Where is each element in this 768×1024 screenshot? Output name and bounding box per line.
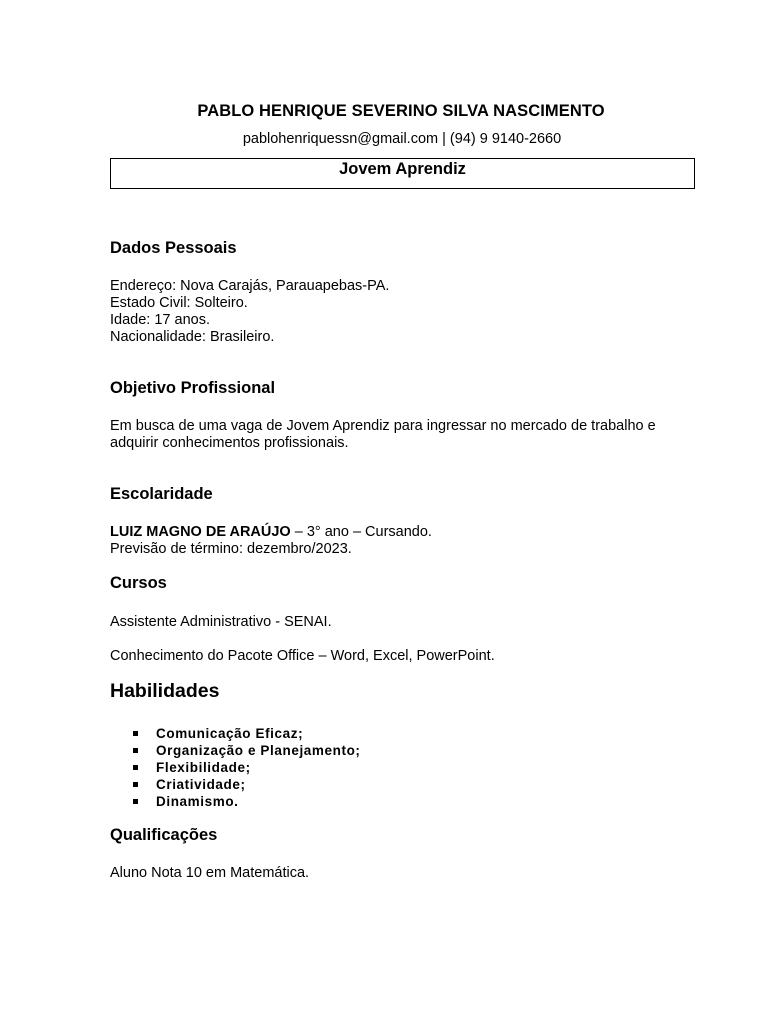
role-box (110, 158, 695, 189)
square-bullet-icon (133, 799, 138, 804)
role-title: Jovem Aprendiz (339, 160, 466, 178)
personal-address: Endereço: Nova Carajás, Parauapebas-PA. (110, 278, 390, 294)
skill-item (130, 776, 361, 793)
section-title-escolaridade: Escolaridade (110, 485, 213, 503)
qualification-item: Aluno Nota 10 em Matemática. (110, 865, 310, 881)
objective-line-1: Em busca de uma vaga de Jovem Aprendiz para ingressar no mercado de trabalho e (110, 418, 656, 434)
square-bullet-icon (133, 782, 138, 787)
skill-label: Dinamismo. (156, 794, 239, 809)
section-title-cursos: Cursos (110, 574, 167, 592)
section-title-dados-pessoais: Dados Pessoais (110, 239, 237, 257)
square-bullet-icon (133, 748, 138, 753)
section-title-habilidades: Habilidades (110, 680, 220, 702)
skill-item (130, 742, 361, 759)
course-item: Conhecimento do Pacote Office – Word, Excel, PowerPoint. (110, 648, 495, 664)
skill-item (130, 793, 361, 810)
objective-line-2: adquirir conhecimentos profissionais. (110, 435, 349, 451)
skill-item (130, 725, 361, 742)
skill-item (130, 759, 361, 776)
skills-list (130, 725, 361, 810)
skill-label: Criatividade; (156, 777, 246, 792)
school-name: LUIZ MAGNO DE ARAÚJO (110, 524, 291, 540)
skill-label: Flexibilidade; (156, 760, 251, 775)
skill-label: Comunicação Eficaz; (156, 726, 304, 741)
candidate-name: PABLO HENRIQUE SEVERINO SILVA NASCIMENTO (197, 102, 605, 120)
school-forecast: Previsão de término: dezembro/2023. (110, 541, 352, 557)
square-bullet-icon (133, 765, 138, 770)
course-item: Assistente Administrativo - SENAI. (110, 614, 332, 630)
section-title-objetivo: Objetivo Profissional (110, 379, 276, 397)
personal-civil-status: Estado Civil: Solteiro. (110, 295, 248, 311)
personal-nationality: Nacionalidade: Brasileiro. (110, 329, 275, 345)
square-bullet-icon (133, 731, 138, 736)
section-title-qualificacoes: Qualificações (110, 826, 218, 844)
skill-label: Organização e Planejamento; (156, 743, 361, 758)
personal-age: Idade: 17 anos. (110, 312, 210, 328)
contact-info: pablohenriquessn@gmail.com | (94) 9 9140-2660 (242, 131, 562, 147)
school-line (110, 524, 432, 541)
school-status: – 3° ano – Cursando. (290, 524, 432, 540)
